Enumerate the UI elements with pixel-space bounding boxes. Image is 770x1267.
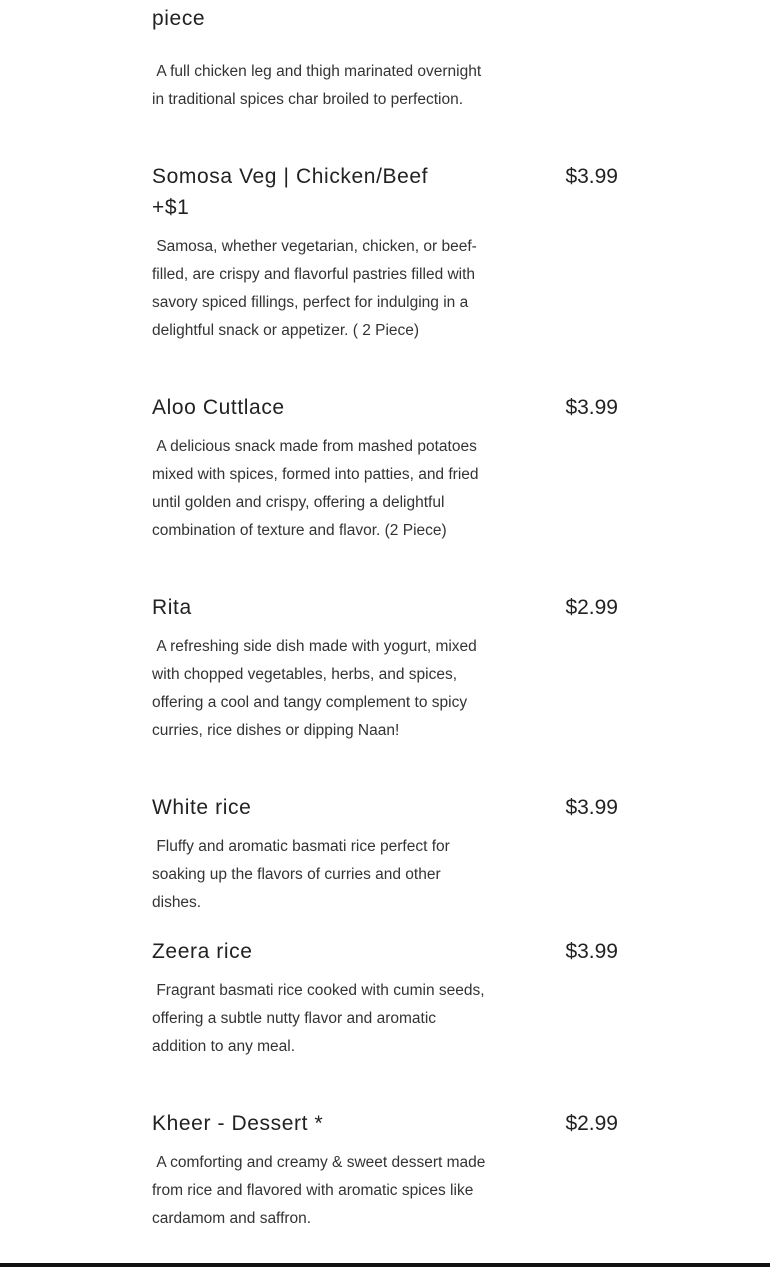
menu-item-price: $3.99 (565, 165, 618, 188)
menu-item-name: White rice (152, 796, 252, 819)
menu-item-price: $2.99 (565, 596, 618, 619)
menu-item-description: A delicious snack made from mashed potatoes mixed with spices, formed into patties, and fried until golden and crispy, offering a delightful combination of texture and flavor. (2 Piece) (152, 438, 483, 539)
menu-item-description: A refreshing side dish made with yogurt, mixed with chopped vegetables, herbs, and spices, offering a cool and tangy complement to spicy curries, rice dishes or dipping Naan! (152, 638, 482, 739)
menu-item-price: $3.99 (565, 396, 618, 419)
menu-item-description: Samosa, whether vegetarian, chicken, or beef-filled, are crispy and flavorful pastries filled with savory spiced fillings, perfect for indulging in a delightful snack or appetizer. ( 2 Piece) (152, 238, 480, 339)
menu-item-name: Rita (152, 596, 192, 619)
menu-item-name: Zeera rice (152, 940, 253, 963)
menu-item-description: Fragrant basmati rice cooked with cumin seeds, offering a subtle nutty flavor and aromatic addition to any meal. (152, 982, 489, 1055)
menu-item-description: A full chicken leg and thigh marinated overnight in traditional spices char broiled to perfection. (152, 63, 486, 108)
menu-item-name: piece (152, 7, 206, 30)
menu-item-name: Kheer - Dessert * (152, 1112, 324, 1135)
footer-divider (0, 1263, 770, 1267)
menu-item-description: A comforting and creamy & sweet dessert made from rice and flavored with aromatic spices like cardamom and saffron. (152, 1154, 490, 1227)
menu-item-price: $3.99 (565, 940, 618, 963)
menu-item-name: Somosa Veg | Chicken/Beef +$1 (152, 165, 429, 219)
menu-item-price: $3.99 (565, 796, 618, 819)
menu-item-price: $2.99 (565, 1112, 618, 1135)
menu-item-name: Aloo Cuttlace (152, 396, 285, 419)
menu-item-description: Fluffy and aromatic basmati rice perfect for soaking up the flavors of curries and other dishes. (152, 838, 455, 911)
menu-item-price (565, 0, 618, 3)
